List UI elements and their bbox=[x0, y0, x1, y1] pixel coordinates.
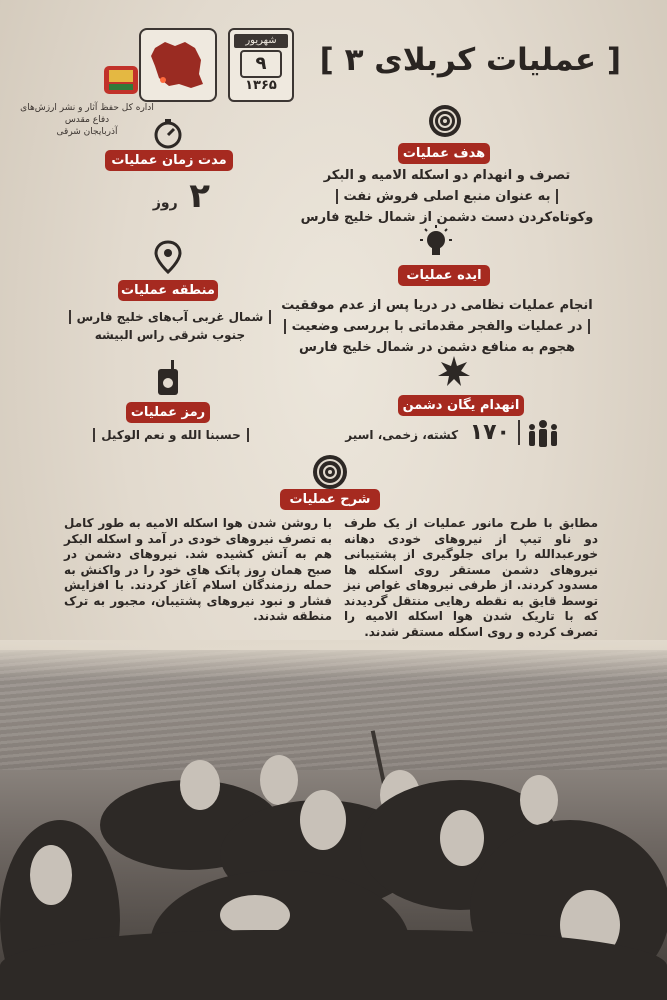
target-icon bbox=[428, 104, 462, 138]
org-caption bbox=[12, 102, 162, 138]
idea-line: انجام عملیات نظامی در دریا پس از عدم موفقیت bbox=[281, 298, 593, 313]
photo-fade bbox=[0, 640, 667, 680]
goal-line: تصرف و انهدام دو اسکله الامیه و البکر bbox=[323, 168, 571, 183]
description-left: با روشن شدن هوا اسکله الامیه به طور کامل به تصرف نیروهای خودی در آمد و اسکله البکر هم به آتش کشیده شد. نیروهای دشمن در صبح همان روز پاتک های خود را در واکنش به حمله رزمندگان اسلام آغاز کردند. با افزایش فشار و نبود نیروهای پشتیبان، مجبور به ترک منطقه شدند. bbox=[64, 516, 332, 623]
boat-photo bbox=[0, 650, 667, 1000]
duration-badge: مدت زمان عملیات bbox=[105, 150, 233, 171]
code-text bbox=[76, 428, 266, 442]
enemy-stats bbox=[340, 420, 520, 450]
org-caption-line: آذربایجان شرقی bbox=[56, 127, 118, 137]
date-year: ۱۳۶۵ bbox=[245, 78, 277, 93]
code-badge: رمز عملیات bbox=[126, 402, 210, 423]
location-pin-icon bbox=[153, 240, 183, 274]
goal-text bbox=[297, 165, 597, 228]
goal-line: به عنوان منبع اصلی فروش نفت bbox=[336, 189, 559, 204]
code-value: حسبنا الله و نعم الوکیل bbox=[93, 428, 249, 442]
enemy-detail: کشته، زخمی، اسیر bbox=[345, 428, 459, 442]
explosion-icon bbox=[437, 354, 471, 388]
goal-line: وکوتاه‌کردن دست دشمن از شمال خلیج فارس bbox=[300, 210, 594, 225]
description-right: مطابق با طرح مانور عملیات از یک طرف دو ناو تیپ از نیروهای خودی دهانه خورعبدالله را برای جلوگیری از پشتیبانی نیروهای دشمن مستقر روی اسکله ها مسدود کردند. از طرفی نیروهای غواص نیز توسط قایق به نقطه رهایی منتقل گردیدند که با تاریک شدن هوا اسکله الامیه را تصرف کرده و روی اسکله مستقر شدند. bbox=[344, 516, 598, 639]
date-day: ۹ bbox=[240, 50, 282, 78]
enemy-badge: انهدام یگان دشمن bbox=[398, 395, 524, 416]
calendar-icon bbox=[228, 28, 294, 102]
stopwatch-icon bbox=[151, 116, 185, 150]
target-icon bbox=[312, 454, 348, 490]
region-line: جنوب شرقی راس البیشه bbox=[94, 328, 246, 342]
radio-icon bbox=[155, 358, 181, 396]
org-logo bbox=[96, 60, 146, 100]
map-icon bbox=[139, 28, 217, 102]
region-badge: منطقه عملیات bbox=[118, 280, 218, 301]
duration-number: ۲ bbox=[189, 176, 210, 216]
soldiers-icon bbox=[523, 418, 563, 452]
date-month: شهریور bbox=[234, 34, 288, 48]
idea-line: در عملیات والفجر مقدماتی با بررسی وضعیت bbox=[284, 319, 591, 334]
idea-line: هجوم به منافع دشمن در شمال خلیج فارس bbox=[299, 340, 575, 355]
enemy-count: ۱۷۰ bbox=[470, 420, 520, 445]
description-badge: شرح عملیات bbox=[280, 489, 380, 510]
idea-text bbox=[277, 295, 597, 358]
region-text bbox=[60, 308, 280, 344]
idea-badge: ایده عملیات bbox=[398, 265, 490, 286]
lightbulb-icon bbox=[418, 224, 454, 260]
duration-unit: روز bbox=[152, 195, 178, 211]
region-line: شمال غربی آب‌های خلیج فارس bbox=[69, 310, 272, 324]
page-title: [ عملیات کربلای ۳ ] bbox=[319, 42, 621, 78]
duration-value bbox=[130, 176, 210, 218]
goal-badge: هدف عملیات bbox=[398, 143, 490, 164]
org-caption-line: اداره کل حفظ آثار و نشر ارزش‌های دفاع مقدس bbox=[20, 103, 154, 125]
